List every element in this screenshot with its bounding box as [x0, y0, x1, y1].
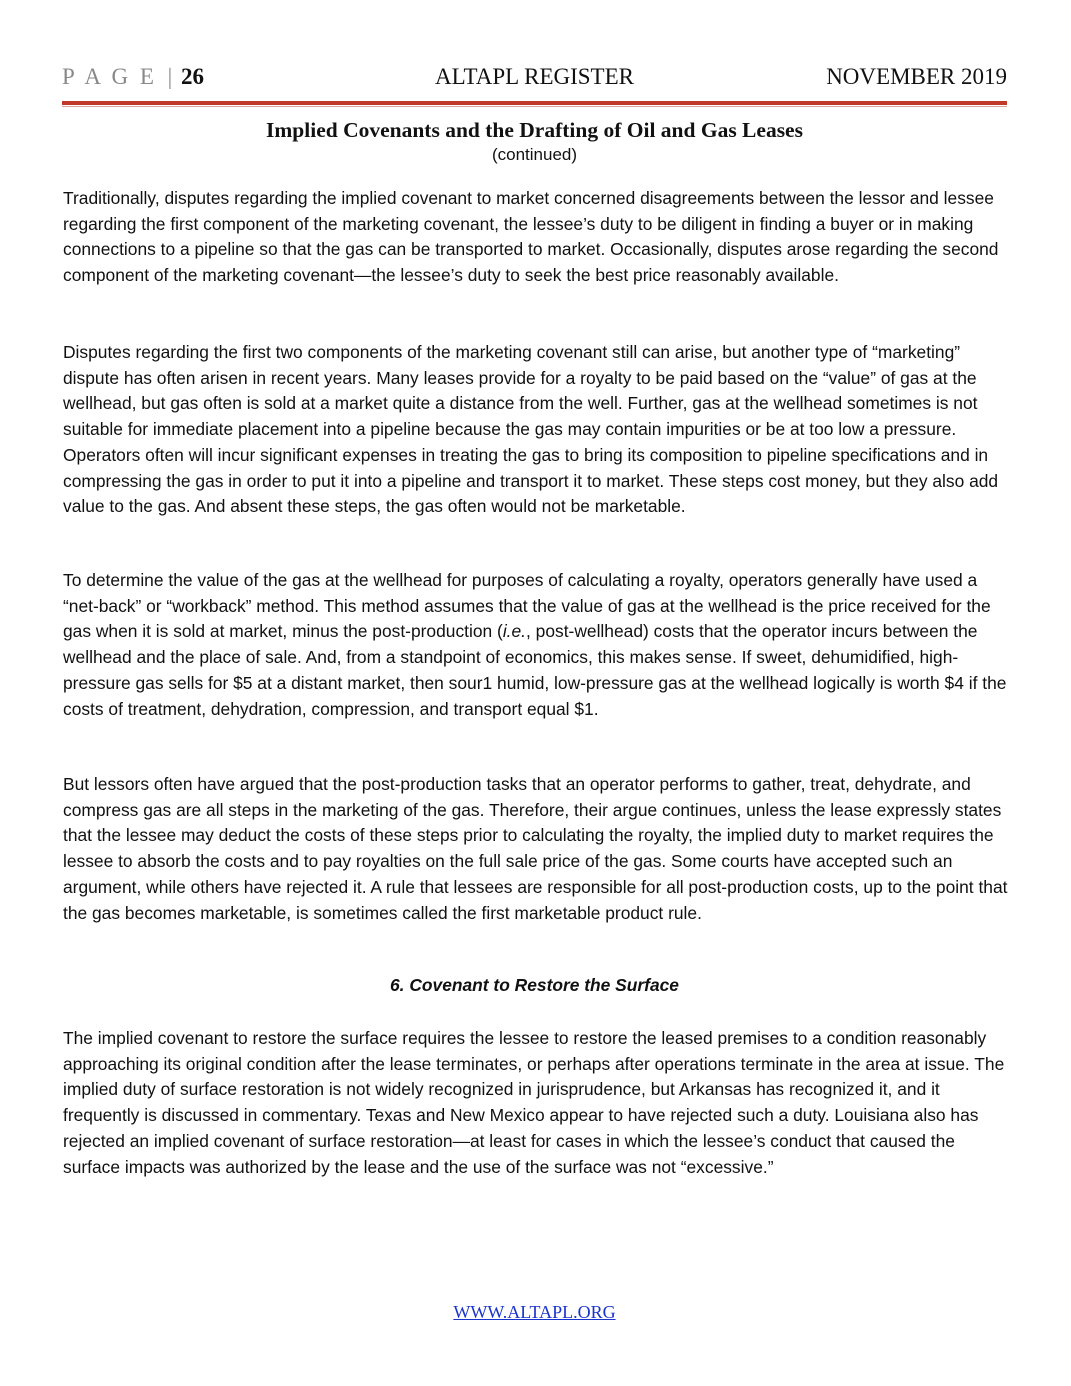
website-link[interactable]: WWW.ALTAPL.ORG	[453, 1302, 616, 1322]
paragraph-4: But lessors often have argued that the post-production tasks that an operator performs to gather, treat, dehydrate, and compress gas are all steps in the marketing of the gas. Therefore, their argue continues, unless the lease expressly states that the lessee may deduct the costs of these steps prior to calculating the royalty, the implied duty to market requires the lessee to absorb the costs and to pay royalties on the full sale price of the gas. Some courts have accepted such an argument, while others have rejected it. A rule that lessees are responsible for all post-production costs, up to the point that the gas becomes marketable, is sometimes called the first marketable product rule.	[63, 774, 1008, 923]
paragraph-3	[63, 568, 1013, 722]
header-rule-thin	[62, 106, 1007, 107]
page-header	[62, 64, 1007, 94]
page-label: P A G E	[62, 64, 157, 89]
header-rule	[62, 101, 1007, 105]
page-number: 26	[181, 64, 205, 89]
publication-title: ALTAPL REGISTER	[435, 64, 634, 89]
paragraph-3-part-2: , post-wellhead) costs that the operator incurs between the wellhead and the place of sale. And, from a standpoint of economics, this makes sense. If sweet, dehumidified, high-pressure gas sells for $5 at a distant market, then sour1 humid, low-pressure gas at the wellhead logically is worth $4 if the costs of treatment, dehydration, compression, and transport equal $1.	[63, 621, 1007, 719]
article-title: Implied Covenants and the Drafting of Oil and Gas Leases	[266, 118, 803, 142]
paragraph-3-italic: i.e.	[502, 621, 527, 642]
paragraph-2: Disputes regarding the first two components of the marketing covenant still can arise, but another type of “marketing” dispute has often arisen in recent years. Many leases provide for a royalty to be paid based on the “value” of gas at the wellhead, but gas often is sold at a market quite a distance from the well. Further, gas at the wellhead sometimes is not suitable for immediate placement into a pipeline because the gas may contain impurities or be at too low a pressure. Operators often will incur significant expenses in treating the gas to bring its composition to pipeline specifications and in compressing the gas in order to put it into a pipeline and transport it to market. These steps cost money, but they also add value to the gas. And absent these steps, the gas often would not be marketable.	[63, 342, 999, 517]
page-separator: |	[167, 64, 173, 89]
section-heading: 6. Covenant to Restore the Surface	[390, 975, 679, 995]
paragraph-5: The implied covenant to restore the surface requires the lessee to restore the leased premises to a condition reasonably approaching its original condition after the lease terminates, or perhaps after operations terminate in the area at issue. The implied duty of surface restoration is not widely recognized in jurisprudence, but Arkansas has recognized it, and it frequently is discussed in commentary. Texas and New Mexico appear to have rejected such a duty. Louisiana also has rejected an implied covenant of surface restoration—at least for cases in which the lessee’s conduct that caused the surface impacts was authorized by the lease and the use of the surface was not “excessive.”	[63, 1028, 1005, 1177]
paragraph-3-part-1: To determine the value of the gas at the wellhead for purposes of calculating a royalty, operators generally have used a “net-back” or “workback” method. This method assumes that the value of gas at the wellhead is the price received for the gas when it is sold at market, minus the post-production (	[63, 570, 991, 642]
paragraph-1: Traditionally, disputes regarding the implied covenant to market concerned disagreements between the lessor and lessee regarding the first component of the marketing covenant, the lessee’s duty to be diligent in finding a buyer or in making connections to a pipeline so that the gas can be transported to market. Occasionally, disputes arose regarding the second component of the marketing covenant—the lessee’s duty to seek the best price reasonably available.	[63, 188, 999, 286]
article-subtitle: (continued)	[491, 145, 578, 164]
issue-date: NOVEMBER 2019	[826, 64, 1007, 89]
